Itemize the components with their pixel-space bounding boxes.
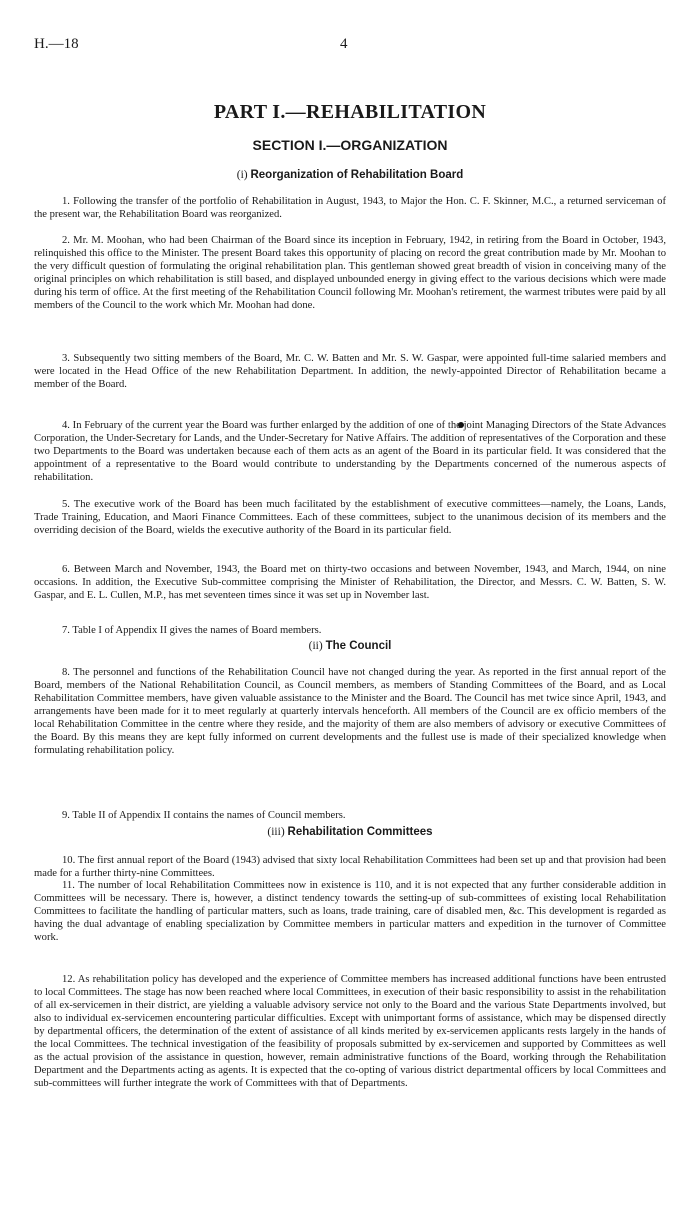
paragraph-12: 12. As rehabilitation policy has developed and the experience of Committee members has increased additional functions have been entrusted to local Committees. The stage has now been reached where local Committees, in execution of their basic responsibility to assist in the rehabilitation of all ex-servicemen in their district, are yielding a valuable advisory service not only to the Board and the various State Departments involved, but also to individual ex-servicemen encountering particular difficulties. Except with unimportant forms of assistance, which may be dispensed directly by departmental officers, the determination of the extent of assistance of all kinds merited by ex-servicemen applicants rests largely in the hands of the local Committees. The technical investigation of the feasibility of proposals submitted by ex-servicemen and supported by Committees as well as the actual provision of the assistance in question, however, remain administrative functions of the Board, working through the Rehabilitation Department and the Departments acting as agents. It is expected that the co-opting of various district departmental officers by local Committees and sub-committees will further integrate the work of Committees with that of Departments. <box>34 973 666 1090</box>
paragraph-10: 10. The first annual report of the Board (1943) advised that sixty local Rehabilitation Committees had been set up and that provision had been made for a further thirty-nine Committees. <box>34 854 666 879</box>
subsection-number: (iii) <box>267 826 285 838</box>
paragraph-7: 7. Table I of Appendix II gives the names of Board members. <box>62 624 322 636</box>
part-title: PART I.—REHABILITATION <box>213 101 487 123</box>
subsection-heading-3 <box>0 826 700 838</box>
paragraph-9: 9. Table II of Appendix II contains the names of Council members. <box>62 809 346 821</box>
paragraph-5: 5. The executive work of the Board has been much facilitated by the establishment of executive committees—namely, the Loans, Lands, Trade Training, Education, and Maori Finance Committees. Each of these committees, subject to the unanimous decision of its members and the overriding decision of the Board, wields the executive authority of the Board in its particular field. <box>34 498 666 536</box>
paragraph-8: 8. The personnel and functions of the Rehabilitation Council have not changed during the year. As reported in the first annual report of the Board, members of the National Rehabilitation Council, as Council members, as members of Standing Committees of the Board, and as Local Rehabilitation Committee members, have given valuable assistance to the Minister and the Board. The Council has met twice since April, 1943, and arrangements have been made for it to meet regularly at quarterly intervals henceforth. All members of the Council are ex officio members of the local Rehabilitation Committee in the centre where they reside, and the majority of them are also members of advisory or executive Committees of the Board. By this means they are kept fully informed on current developments and the fullest use is made of their specialized knowledge when formulating rehabilitation policy. <box>34 666 666 757</box>
paragraph-2: 2. Mr. M. Moohan, who had been Chairman of the Board since its inception in February, 1942, in retiring from the Board in October, 1943, relinquished this office to the Minister. The present Board takes this opportunity of placing on record the great contribution made by Mr. Moohan to the very difficult question of formulating the original rehabilitation plan. This gentleman showed great breadth of vision in conceiving many of the original principles on which rehabilitation is still based, and displayed unbounded energy in giving effect to the various decisions which were made during his term of office. At the first meeting of the Rehabilitation Council following Mr. Moohan's retirement, the warmest tributes were paid by all members of the Council to the work which Mr. Moohan had done. <box>34 234 666 312</box>
subsection-title: The Council <box>325 640 392 652</box>
page-number: 4 <box>340 36 348 52</box>
paragraph-1: 1. Following the transfer of the portfolio of Rehabilitation in August, 1943, to Major the Hon. C. F. Skinner, M.C., a returned serviceman of the present war, the Rehabilitation Board was reorganized. <box>34 195 666 220</box>
paragraph-4: 4. In February of the current year the Board was further enlarged by the addition of one of the joint Managing Directors of the State Advances Corporation, the Under-Secretary for Lands, and the Under-Secretary for Native Affairs. The addition of representatives of the Corporation and these two Departments to the Board was undertaken because each of them acts as an agent of the Board in its particular field. It was considered that the appointment of a representative to the Board would contribute to understanding by the Departments concerned of the numerous aspects of rehabilitation. <box>34 419 666 483</box>
paragraph-3: 3. Subsequently two sitting members of the Board, Mr. C. W. Batten and Mr. S. W. Gaspar, were appointed full-time salaried members and were located in the Head Office of the new Rehabilitation Department. In addition, the newly-appointed Director of Rehabilitation became a member of the Board. <box>34 352 666 390</box>
subsection-heading-1 <box>0 169 700 181</box>
paragraph-11: 11. The number of local Rehabilitation Committees now in existence is 110, and it is not expected that any further considerable addition in Committees will be necessary. There is, however, a distinct tendency towards the setting-up of sub-committees of existing local Rehabilitation Committees to facilitate the handling of particular matters, such as loans, trade training, care of disabled men, &c. This development is regarded as having the dual advantage of enabling specialization by Committee members in particular matters and expedition in the turnover of Committee work. <box>34 879 666 943</box>
section-title: SECTION I.—ORGANIZATION <box>252 137 448 153</box>
subsection-heading-2 <box>0 640 700 652</box>
subsection-number: (i) <box>236 169 248 181</box>
subsection-title: Rehabilitation Committees <box>287 826 433 838</box>
subsection-number: (ii) <box>308 640 323 652</box>
paragraph-6: 6. Between March and November, 1943, the Board met on thirty-two occasions and between November, 1943, and March, 1944, on nine occasions. In addition, the Executive Sub-committee comprising the Minister of Rehabilitation, the Director, and Messrs. C. W. Batten, S. W. Gaspar, and E. L. Cullen, M.P., has met seventeen times since it was set up in November last. <box>34 563 666 601</box>
report-id: H.—18 <box>34 36 79 52</box>
subsection-title: Reorganization of Rehabilitation Board <box>250 169 464 181</box>
